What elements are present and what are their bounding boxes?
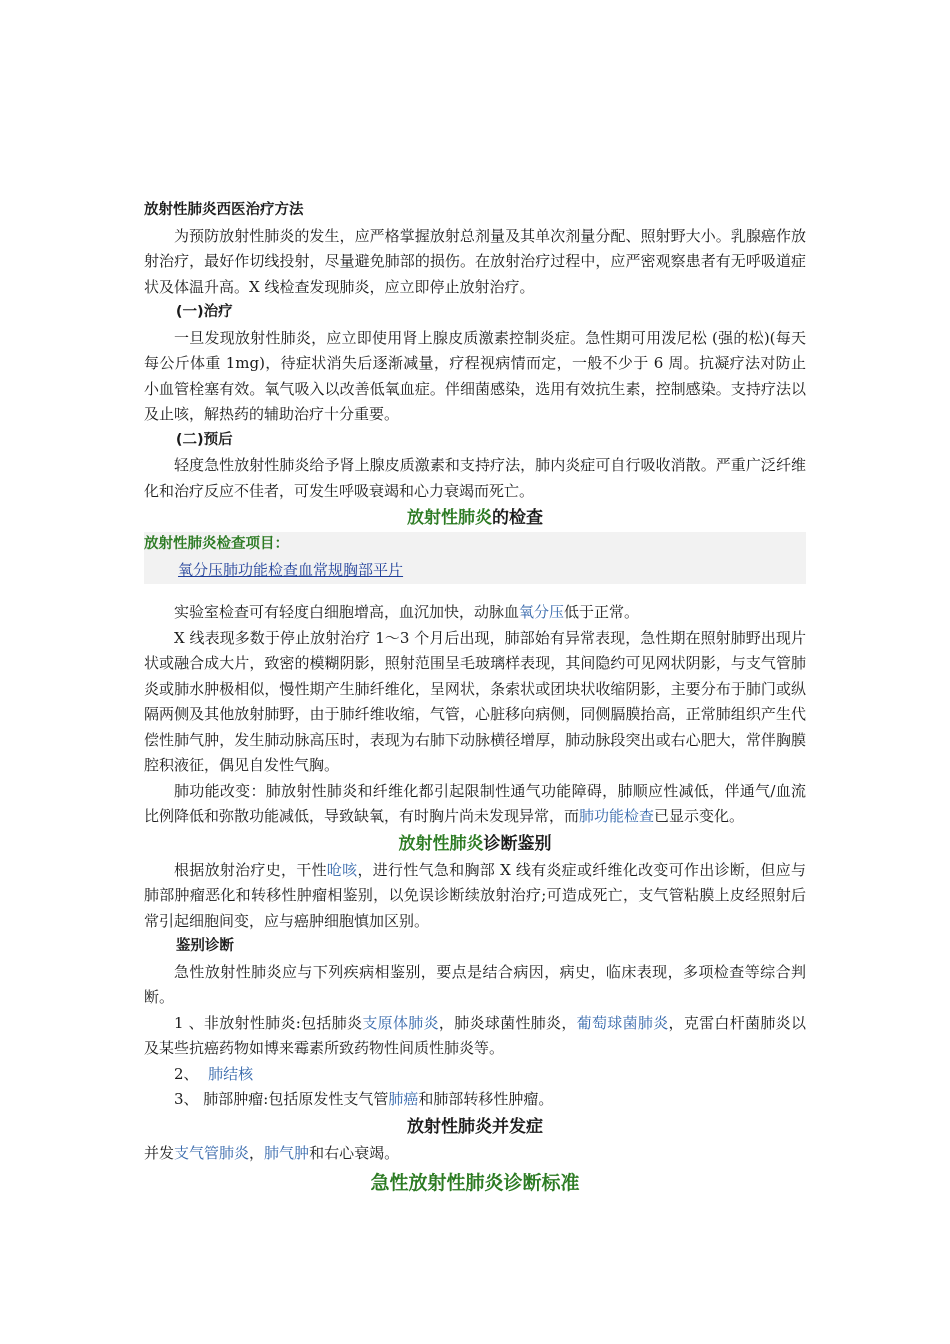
- link-chest-film[interactable]: 胸部平片: [343, 561, 404, 579]
- text: 根据放射治疗史，干性: [174, 860, 327, 879]
- link-staphylococcal-pneumonia[interactable]: 葡萄球菌肺炎: [576, 1013, 669, 1032]
- list-item-1: [144, 1011, 806, 1062]
- text: 2、: [174, 1064, 199, 1083]
- text: 并发: [144, 1143, 175, 1162]
- spacer: [144, 584, 806, 600]
- link-lung-function[interactable]: 肺功能检查: [223, 561, 299, 579]
- document-body: [144, 198, 806, 1200]
- heading-rest-text: 诊断鉴别: [483, 833, 552, 854]
- heading-link-text[interactable]: 放射性肺炎: [407, 508, 492, 528]
- paragraph-diagnosis: [144, 858, 806, 935]
- list-item-3: [144, 1087, 806, 1113]
- link-bronchopneumonia[interactable]: 支气管肺炎: [174, 1143, 250, 1162]
- section-heading-diagnosis: [144, 830, 806, 858]
- text: 实验室检查可有轻度白细胞增高，血沉加快，动脉血: [174, 603, 520, 621]
- section-heading-examination: [144, 504, 806, 532]
- text: 和右心衰竭。: [309, 1143, 400, 1162]
- heading-link-text[interactable]: 放射性肺炎: [398, 833, 484, 854]
- paragraph-complications: [144, 1141, 806, 1167]
- paragraph-xray: X 线表现多数于停止放射治疗 1～3 个月后出现，肺部始有异常表现，急性期在照射肺野出现片状或融合成大片，致密的模糊阴影，照射范围呈毛玻璃样表现，其间隐约可见网状阴影，与支气管肺炎或肺水肿极相似，慢性期产生肺纤维化，呈网状，条索状或团块状收缩阴影，主要分布于肺门或纵隔两侧及其他放射肺野，由于肺纤维收缩，气管，心脏移向病侧，同侧膈膜抬高，正常肺组织产生代偿性肺气肿，发生肺动脉高压时，表现为右肺下动脉横径增厚，肺动脉段突出或右心肥大，常伴胸膜腔积液征，偶见自发性气胸。: [144, 628, 806, 774]
- link-lung-function-inline[interactable]: 肺功能检查: [579, 807, 655, 825]
- subheading-differential: 鉴别诊断: [175, 938, 234, 954]
- text: 1 、非放射性肺炎:包括肺炎: [174, 1013, 363, 1032]
- examination-items-title: 放射性肺炎检查项目：: [144, 536, 289, 552]
- section-title-treatment: 放射性肺炎西医治疗方法: [144, 202, 304, 218]
- section-heading-complications: 放射性肺炎并发症: [407, 1116, 543, 1137]
- link-oxygen-pressure[interactable]: 氧分压: [178, 561, 224, 579]
- paragraph-lung-function: [144, 779, 806, 830]
- paragraph-prevention: 为预防放射性肺炎的发生，应严格掌握放射总剂量及其单次剂量分配、照射野大小。乳腺癌作放射治疗，最好作切线投射，尽量避免肺部的损伤。在放射治疗过程中，应严密观察患者有无呼吸道症状及体温升高。X 线检查发现肺炎，应立即停止放射治疗。: [144, 226, 806, 296]
- link-tuberculosis[interactable]: 肺结核: [208, 1064, 254, 1083]
- paragraph-treatment: 一旦发现放射性肺炎，应立即使用肾上腺皮质激素控制炎症。急性期可用泼尼松 (强的松)(每天每公斤体重 1mg)，待症状消失后逐渐减量，疗程视病情而定，一般不少于 6 周。抗凝疗法对防止小血管栓塞有效。氧气吸入以改善低氧血症。伴细菌感染，选用有效抗生素，控制感染。支持疗法以及止咳，解热药的辅助治疗十分重要。: [144, 328, 806, 423]
- text: 3、 肺部肿瘤:包括原发性支气管: [174, 1090, 389, 1108]
- link-cough[interactable]: 呛咳: [326, 860, 358, 879]
- examination-items-links: [144, 557, 806, 584]
- subheading-prognosis: (二)预后: [175, 431, 233, 448]
- text: ，: [249, 1143, 265, 1162]
- paragraph-lab: [144, 600, 806, 626]
- examination-items-box: [144, 532, 806, 584]
- text: ，进行性气急和胸部 X 线有炎症或纤维化改变可作出诊断，但应与肺部肿瘤恶化和转移性肿瘤相鉴别，以免误诊断续放射治疗;可造成死亡，支气管粘膜上皮经照射后常引起细胞间变，应与癌肿细胞慎加区别。: [144, 860, 806, 930]
- link-lung-cancer[interactable]: 肺癌: [388, 1090, 419, 1108]
- text: 已显示变化。: [654, 807, 745, 825]
- paragraph-prognosis: 轻度急性放射性肺炎给予肾上腺皮质激素和支持疗法，肺内炎症可自行吸收消散。严重广泛纤维化和治疗反应不佳者，可发生呼吸衰竭和心力衰竭而死亡。: [144, 456, 806, 500]
- text: 肺功能改变：肺放射性肺炎和纤维化都引起限制性通气功能障碍，肺顺应性减低，伴通气/血流比例降低和弥散功能减低，导致缺氧，有时胸片尚未发现异常，而: [144, 781, 806, 825]
- text: ，克雷白杆菌肺炎以及某些抗癌药物如博来霉素所致药物性间质性肺炎等。: [144, 1013, 806, 1057]
- list-item-2: [144, 1062, 806, 1088]
- text: ，肺炎球菌性肺炎，: [438, 1013, 577, 1032]
- link-oxygen-pressure-inline[interactable]: 氧分压: [519, 603, 565, 621]
- link-mycoplasma-pneumonia[interactable]: 支原体肺炎: [362, 1013, 439, 1032]
- link-emphysema[interactable]: 肺气肿: [264, 1143, 310, 1162]
- text: 和肺部转移性肿瘤。: [418, 1090, 554, 1108]
- section-heading-criteria: 急性放射性肺炎诊断标准: [370, 1172, 580, 1194]
- paragraph-differential: 急性放射性肺炎应与下列疾病相鉴别，要点是结合病因，病史，临床表现，多项检查等综合判断。: [144, 962, 806, 1006]
- subheading-treatment: (一)治疗: [175, 304, 233, 320]
- text: 低于正常。: [564, 603, 640, 621]
- link-blood-routine[interactable]: 血常规: [298, 561, 344, 579]
- heading-rest-text: 的检查: [492, 508, 543, 528]
